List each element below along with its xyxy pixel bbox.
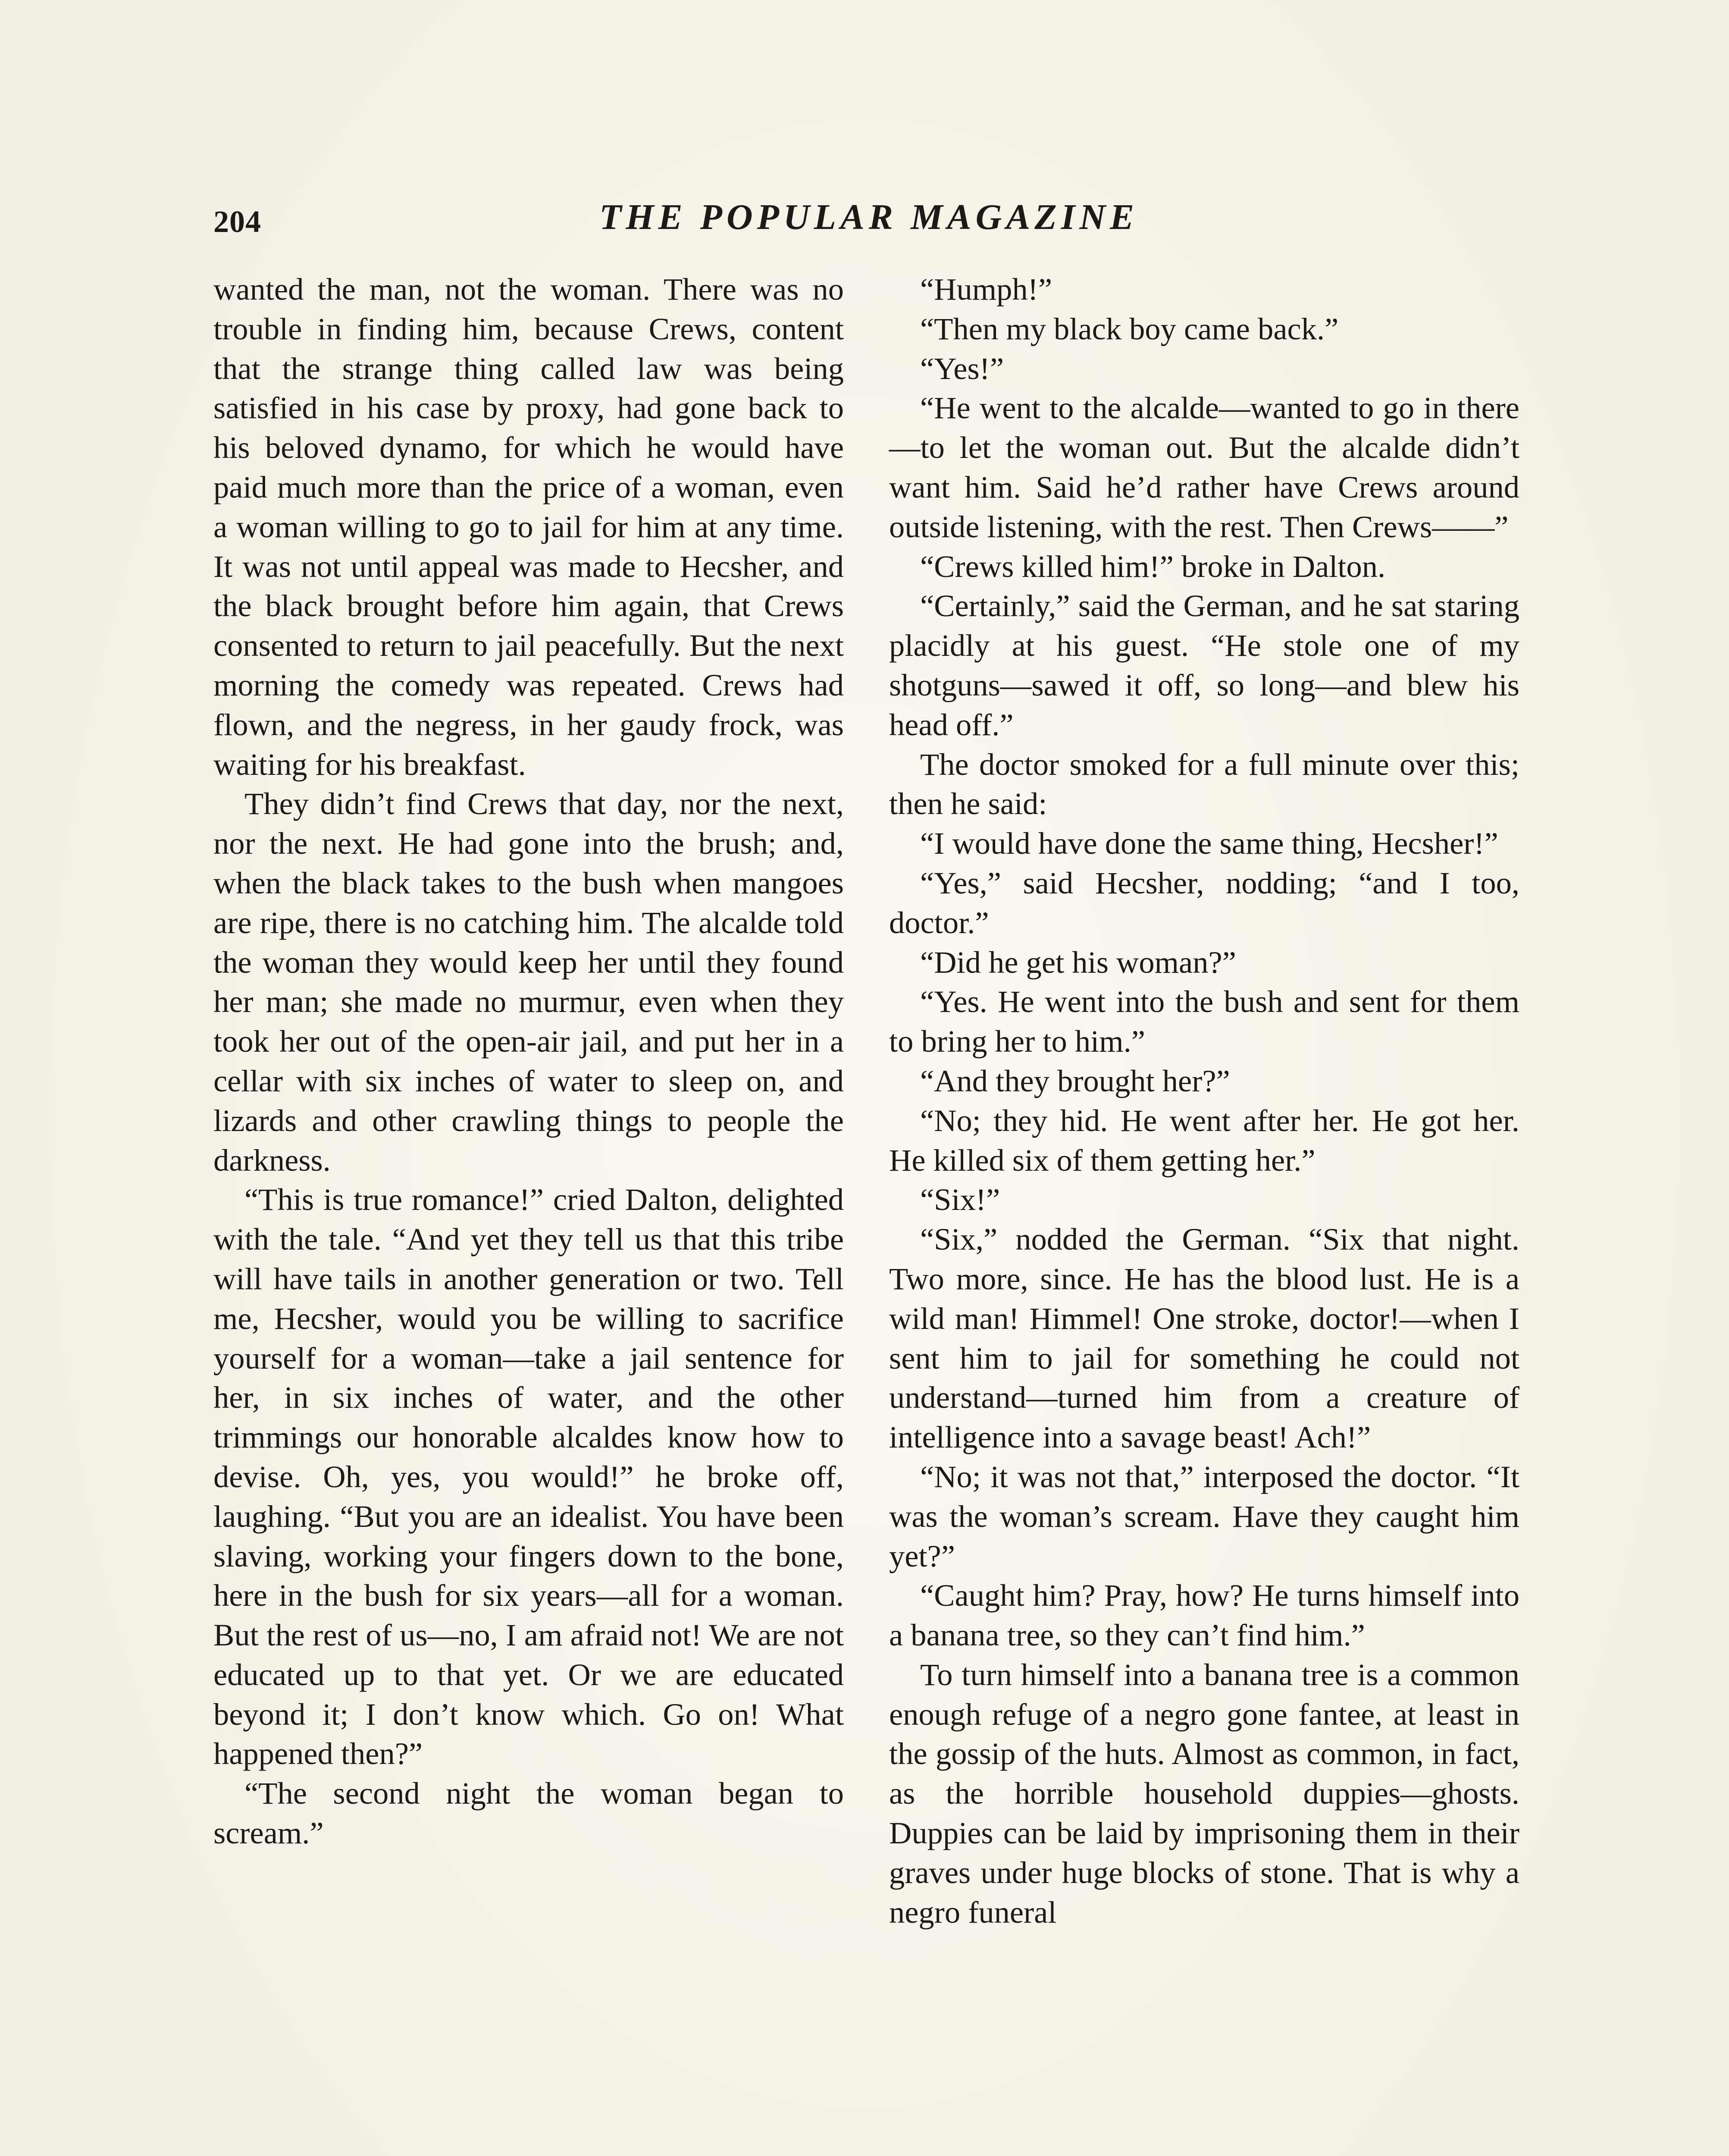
paragraph: “Yes. He went into the bush and sent for them to bring her to him.” — [889, 984, 1519, 1059]
paragraph: “Crews killed him!” broke in Dalton. — [920, 548, 1386, 584]
running-title: THE POPULAR MAGAZINE — [599, 197, 1139, 237]
paragraph: “No; it was not that,” interposed the doctor. “It was the woman’s scream. Have they caught him yet?” — [889, 1459, 1519, 1573]
paragraph: “No; they hid. He went after her. He got her. He killed six of them getting her.” — [889, 1103, 1519, 1178]
paragraph: “He went to the alcalde—wanted to go in there—to let the woman out. But the alcalde didn’t want him. Said he’d rather have Crews around outside listening, with the rest. Then Crews——” — [889, 390, 1519, 544]
left-column — [213, 270, 844, 1853]
paragraph: The doctor smoked for a full minute over this; then he said: — [889, 746, 1519, 821]
paragraph: “Six!” — [920, 1182, 1000, 1217]
paragraph: “I would have done the same thing, Hecsher!” — [920, 826, 1498, 861]
paragraph: They didn’t find Crews that day, nor the next, nor the next. He had gone into the brush; and, when the black takes to the bush when mangoes are ripe, there is no catching him. The alcalde told the woman they would keep her until they found her man; she made no murmur, even when they took her out of the open-air jail, and put her in a cellar with six inches of water to sleep on, and lizards and other crawling things to people the darkness. — [213, 786, 844, 1178]
page-header — [213, 196, 1524, 248]
paragraph: “The second night the woman began to scream.” — [213, 1776, 844, 1851]
paragraph: “Six,” nodded the German. “Six that night. Two more, since. He has the blood lust. He is a wild man! Himmel! One stroke, doctor!—when I sent him to jail for something he could not understand—turned him from a creature of intelligence into a savage beast! Ach!” — [889, 1222, 1519, 1455]
paragraph: “Humph!” — [920, 272, 1052, 307]
paragraph: “Yes,” said Hecsher, nodding; “and I too, doctor.” — [889, 865, 1519, 940]
paragraph: “Did he get his woman?” — [920, 944, 1236, 980]
paragraph: “Caught him? Pray, how? He turns himself into a banana tree, so they can’t find him.” — [889, 1578, 1519, 1653]
paragraph: “This is true romance!” cried Dalton, delighted with the tale. “And yet they tell us that this tribe will have tails in another generation or two. Tell me, Hecsher, would you be willing to sacrifice yourself for a woman—take a jail sentence for her, in six inches of water, and the other trimmings our honorable alcaldes know how to devise. Oh, yes, you would!” he broke off, laughing. “But you are an idealist. You have been slaving, working your fingers down to the bone, here in the bush for six years—all for a woman. But the rest of us—no, I am afraid not! We are not educated up to that yet. Or we are educated beyond it; I don’t know which. Go on! What happened then?” — [213, 1182, 844, 1771]
paragraph: “Yes!” — [920, 351, 1004, 386]
paragraph: “And they brought her?” — [920, 1063, 1230, 1098]
paragraph: To turn himself into a banana tree is a common enough refuge of a negro gone fantee, at least in the gossip of the huts. Almost as common, in fact, as the horrible household duppies—ghosts. Duppies can be laid by imprisoning them in their graves under huge blocks of stone. That is why a negro funeral — [889, 1657, 1519, 1930]
paragraph: wanted the man, not the woman. There was no trouble in finding him, because Crews, content that the strange thing called law was being satisfied in his case by proxy, had gone back to his beloved dynamo, for which he would have paid much more than the price of a woman, even a woman willing to go to jail for him at any time. It was not until appeal was made to Hecsher, and the black brought before him again, that Crews consented to return to jail peacefully. But the next morning the comedy was repeated. Crews had flown, and the negress, in her gaudy frock, was waiting for his breakfast. — [213, 272, 844, 782]
right-column — [889, 270, 1519, 1932]
paragraph: “Then my black boy came back.” — [920, 311, 1339, 346]
paragraph: “Certainly,” said the German, and he sat staring placidly at his guest. “He stole one of my shotguns—sawed it off, so long—and blew his head off.” — [889, 588, 1519, 742]
page-number: 204 — [213, 204, 261, 239]
